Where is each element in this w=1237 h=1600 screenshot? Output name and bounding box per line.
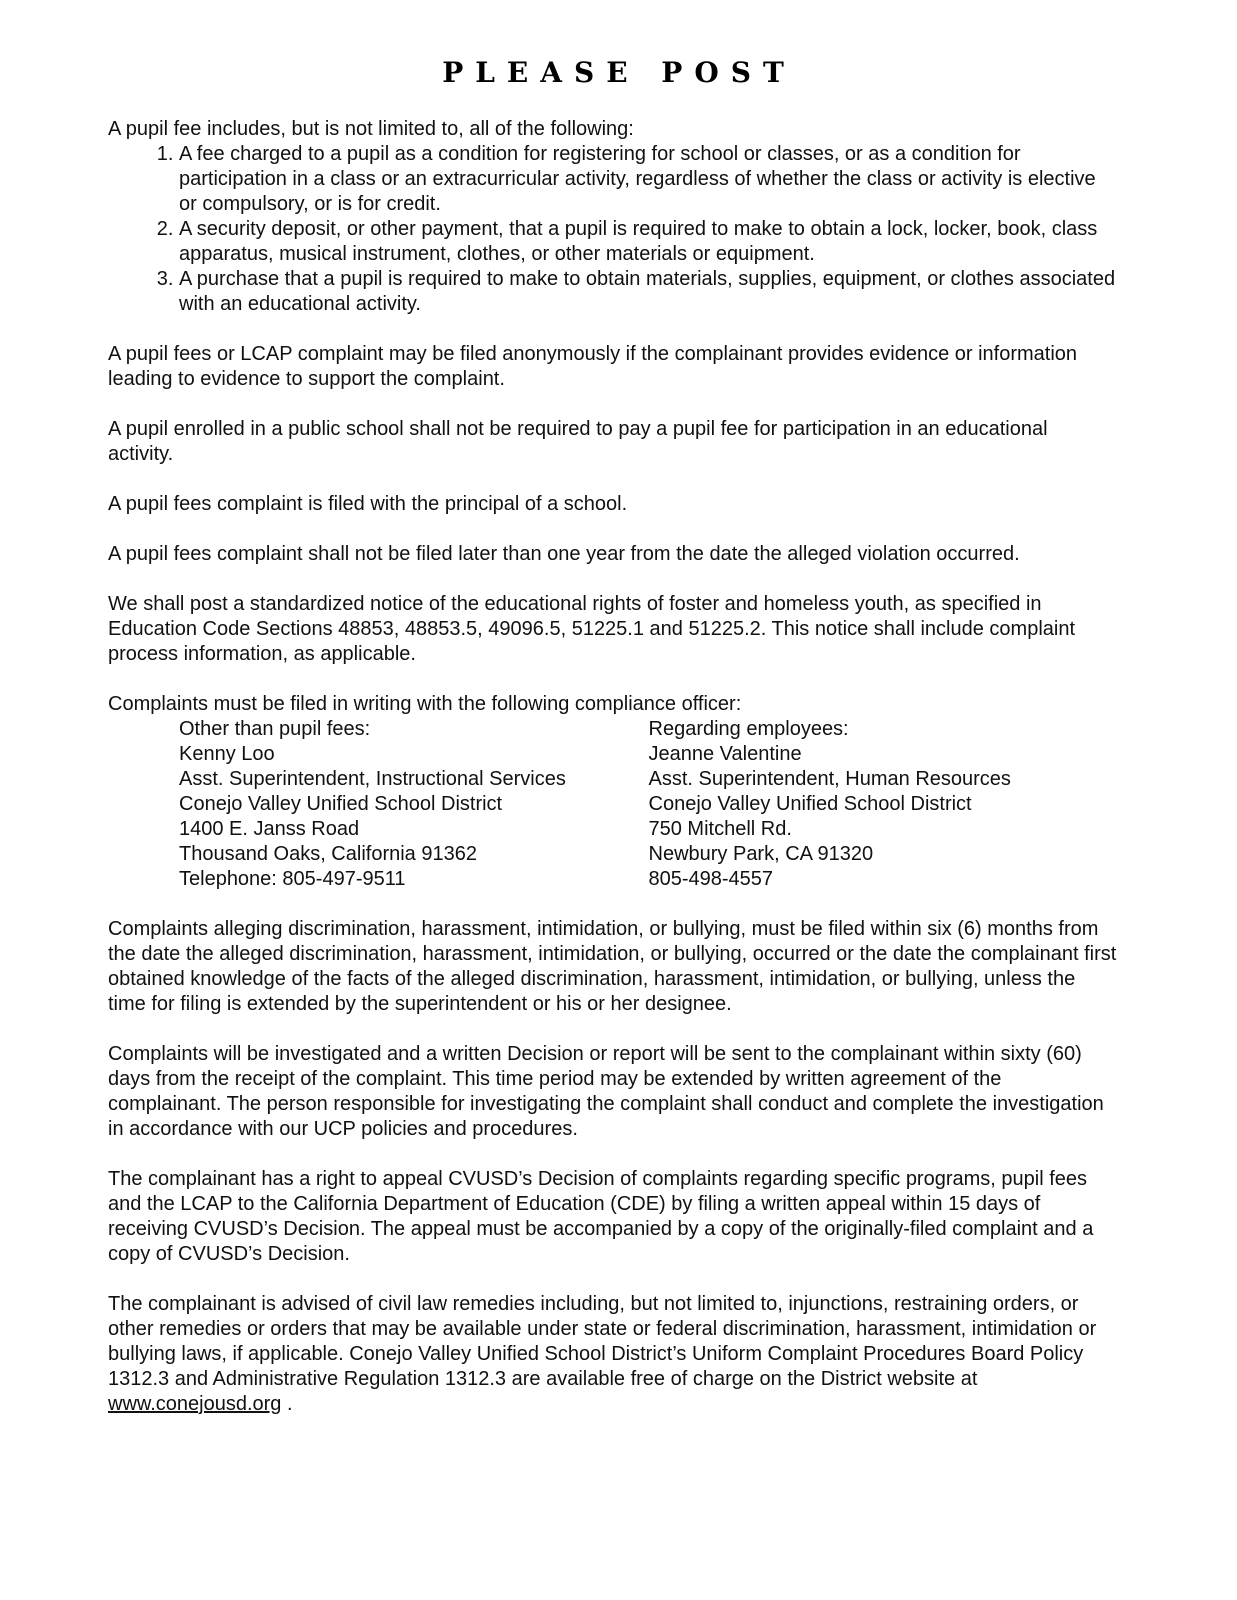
district-website-link[interactable]: www.conejousd.org: [108, 1393, 282, 1415]
intro-paragraph: A pupil fee includes, but is not limited to, all of the following:: [108, 118, 634, 140]
time-limit-paragraph: A pupil fees complaint shall not be filed later than one year from the date the alleged violation occurred.: [108, 543, 1020, 565]
fee-list-item: 2. A security deposit, or other payment, that a pupil is required to make to obtain a lock, locker, book, class apparatus, musical instrument, clothes, or other materials or equipment.: [179, 217, 1118, 267]
remedies-text: The complainant is advised of civil law remedies including, but not limited to, injunctions, restraining orders, or other remedies or orders that may be available under state or federal discrimination, harassment, intimidation or bullying laws, if applicable. Conejo Valley Unified School District’s Uniform Complaint Procedures Board Policy 1312.3 and Administrative Regulation 1312.3 are available free of charge on the District website at: [108, 1293, 1097, 1390]
officer-intro: Complaints must be filed in writing with the following compliance officer:: [108, 693, 742, 715]
page-title: PLEASE POST: [442, 56, 796, 89]
remedies-paragraph: [108, 1292, 1118, 1417]
contact-phone: Telephone: 805-497-9511: [179, 868, 406, 890]
fee-list: [108, 142, 1118, 317]
contact-name: Jeanne Valentine: [648, 743, 802, 765]
contact-phone: 805-498-4557: [648, 868, 774, 890]
contact-title: Asst. Superintendent, Instructional Services: [179, 768, 566, 790]
foster-paragraph: We shall post a standardized notice of the educational rights of foster and homeless youth, as specified in Education Code Sections 48853, 48853.5, 49096.5, 51225.1 and 51225.2. This notice shall include complaint process information, as applicable.: [108, 593, 1076, 665]
anonymous-paragraph: A pupil fees or LCAP complaint may be filed anonymously if the complainant provides evidence or information leading to evidence to support the complaint.: [108, 343, 1078, 390]
contact-name: Kenny Loo: [179, 743, 275, 765]
compliance-officers: [108, 717, 1118, 892]
contact-block-right: [649, 717, 1119, 892]
not-required-paragraph: A pupil enrolled in a public school shall not be required to pay a pupil fee for participation in an educational activity.: [108, 418, 1048, 465]
contact-block-left: [179, 717, 649, 892]
contact-title: Asst. Superintendent, Human Resources: [648, 768, 1011, 790]
contact-city: Newbury Park, CA 91320: [648, 843, 874, 865]
contact-heading: Other than pupil fees:: [179, 718, 371, 740]
contact-organization: Conejo Valley Unified School District: [648, 793, 972, 815]
contact-street: 750 Mitchell Rd.: [648, 818, 792, 840]
fee-list-item: 3. A purchase that a pupil is required to make to obtain materials, supplies, equipment, or clothes associated with an educational activity.: [179, 267, 1118, 317]
filed-with-paragraph: A pupil fees complaint is filed with the principal of a school.: [108, 493, 628, 515]
discrimination-paragraph: Complaints alleging discrimination, harassment, intimidation, or bullying, must be filed within six (6) months from the date the alleged discrimination, harassment, intimidation, or bullying, occurred or the date the complainant first obtained knowledge of the facts of the alleged discrimination, harassment, intimidation, or bullying, unless the time for filing is extended by the superintendent or his or her designee.: [108, 918, 1117, 1015]
appeal-paragraph: The complainant has a right to appeal CVUSD’s Decision of complaints regarding specific programs, pupil fees and the LCAP to the California Department of Education (CDE) by filing a written appeal within 15 days of receiving CVUSD’s Decision. The appeal must be accompanied by a copy of the originally-filed complaint and a copy of CVUSD’s Decision.: [108, 1168, 1094, 1265]
investigation-paragraph: Complaints will be investigated and a written Decision or report will be sent to the complainant within sixty (60) days from the receipt of the complaint. This time period may be extended by written agreement of the complainant. The person responsible for investigating the complaint shall conduct and complete the investigation in accordance with our UCP policies and procedures.: [108, 1043, 1104, 1140]
remedies-end: .: [281, 1393, 293, 1415]
contact-street: 1400 E. Janss Road: [179, 818, 360, 840]
fee-list-item: 1. A fee charged to a pupil as a condition for registering for school or classes, or as a condition for participation in a class or an extracurricular activity, regardless of whether the class or activity is elective or compulsory, or is for credit.: [179, 142, 1118, 217]
contact-city: Thousand Oaks, California 91362: [179, 843, 477, 865]
contact-organization: Conejo Valley Unified School District: [179, 793, 503, 815]
contact-heading: Regarding employees:: [648, 718, 849, 740]
document-body: [108, 117, 1118, 1442]
